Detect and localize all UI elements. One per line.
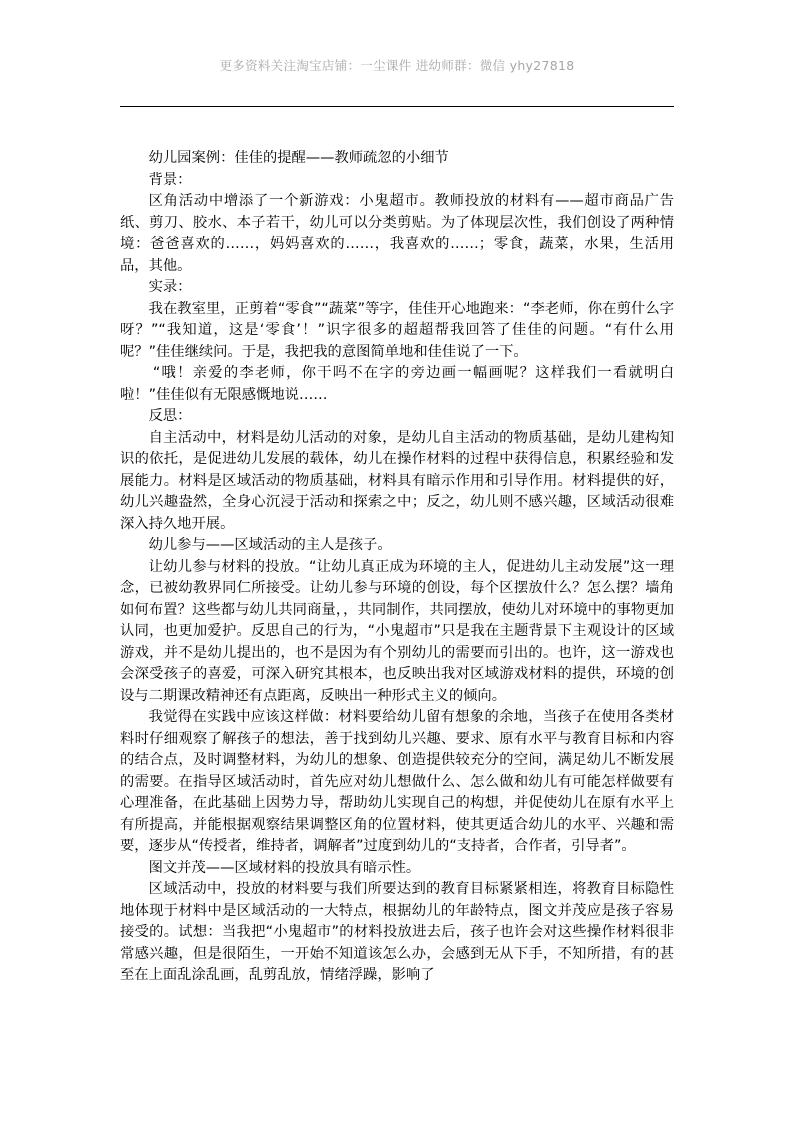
subheading-child-participation: 幼儿参与——区域活动的主人是孩子。 (148, 537, 392, 553)
section-heading-background: 背景： (148, 171, 192, 188)
paragraph-record-2: “哦！亲爱的李老师，你干吗不在字的旁边画一幅画呢？这样我们一看就明白啦！”佳佳似有无限感慨地说…… (120, 365, 674, 403)
header-divider (120, 106, 674, 107)
subheading-picture-and-text: 图文并茂——区域材料的投放具有暗示性。 (148, 859, 421, 876)
paragraph-reflection-4: 区域活动中，投放的材料要与我们所要达到的教育目标紧紧相连，将教育目标隐性地体现于材料中是区域活动的一大特点，根据幼儿的年龄特点，图文并茂应是孩子容易接受的。试想：当我把“小鬼超市”的材料投放进去后，孩子也许会对这些操作材料很非常感兴趣，但是很陌生，一开始不知道该怎么办，会感到无从下手，不知所措，有的甚至在上面乱涂乱画，乱剪乱放，情绪浮躁，影响了 (120, 881, 674, 983)
page-header-watermark: 更多资料关注淘宝店铺：一尘课件 进幼师群：微信 yhy27818 (219, 58, 575, 73)
section-heading-record: 实录： (148, 279, 192, 295)
document-title: 幼儿园案例：佳佳的提醒——教师疏忽的小细节 (148, 150, 449, 166)
paragraph-reflection-3: 我觉得在实践中应该这样做：材料要给幼儿留有想象的余地，当孩子在使用各类材料时仔细观察了解孩子的想法，善于找到幼儿兴趣、要求、原有水平与教育目标和内容的结合点，及时调整材料，为幼儿的想象、创造提供较充分的空间，满足幼儿不断发展的需要。在指导区域活动时，首先应对幼儿想做什么、怎么做和幼儿有可能怎样做要有心理准备，在此基础上因势力导，帮助幼儿实现自己的构想，并促使幼儿在原有水平上有所提高，并能根据观察结果调整区角的位置材料，使其更适合幼儿的水平、兴趣和需要，逐步从“传授者，维持者，调解者”过度到幼儿的“支持者，合作者，引导者”。 (120, 709, 674, 854)
section-heading-reflection: 反思： (148, 408, 192, 424)
document-body (120, 148, 674, 987)
paragraph-reflection-2: 让幼儿参与材料的投放。“让幼儿真正成为环境的主人，促进幼儿主动发展”这一理念，已被幼教界同仁所接受。让幼儿参与环境的创设，每个区摆放什么？怎么摆？墙角如何布置？这些都与幼儿共同商量，，共同制作，共同摆放，使幼儿对环境中的事物更加认同，也更加爱护。反思自己的行为，“小鬼超市”只是我在主题背景下主观设计的区域游戏，并不是幼儿提出的，也不是因为有个别幼儿的需要而引出的。也许，这一游戏也会深受孩子的喜爱，可深入研究其根本，也反映出我对区域游戏材料的提供，环境的创设与二期课改精神还有点距离，反映出一种形式主义的倾向。 (120, 558, 674, 704)
paragraph-record-1: 我在教室里，正剪着“零食”“蔬菜”等字，佳佳开心地跑来：“李老师，你在剪什么字呀？”“我知道，这是‘零食’！”识字很多的超超帮我回答了佳佳的问题。“有什么用呢？”佳佳继续问。于是，我把我的意图简单地和佳佳说了一下。 (120, 300, 674, 360)
paragraph-background: 区角活动中增添了一个新游戏：小鬼超市。教师投放的材料有——超市商品广告纸、剪刀、胶水、本子若干，幼儿可以分类剪贴。为了体现层次性，我们创设了两种情境：爸爸喜欢的……，妈妈喜欢的……，我喜欢的……；零食，蔬菜，水果，生活用品，其他。 (120, 193, 674, 274)
paragraph-reflection-1: 自主活动中，材料是幼儿活动的对象，是幼儿自主活动的物质基础，是幼儿建构知识的依托，是促进幼儿发展的载体，幼儿在操作材料的过程中获得信息，积累经验和发展能力。材料是区域活动的物质基础，材料具有暗示作用和引导作用。材料提供的好，幼儿兴趣盎然，全身心沉浸于活动和探索之中；反之，幼儿则不感兴趣，区域活动很难深入持久地开展。 (120, 429, 674, 532)
